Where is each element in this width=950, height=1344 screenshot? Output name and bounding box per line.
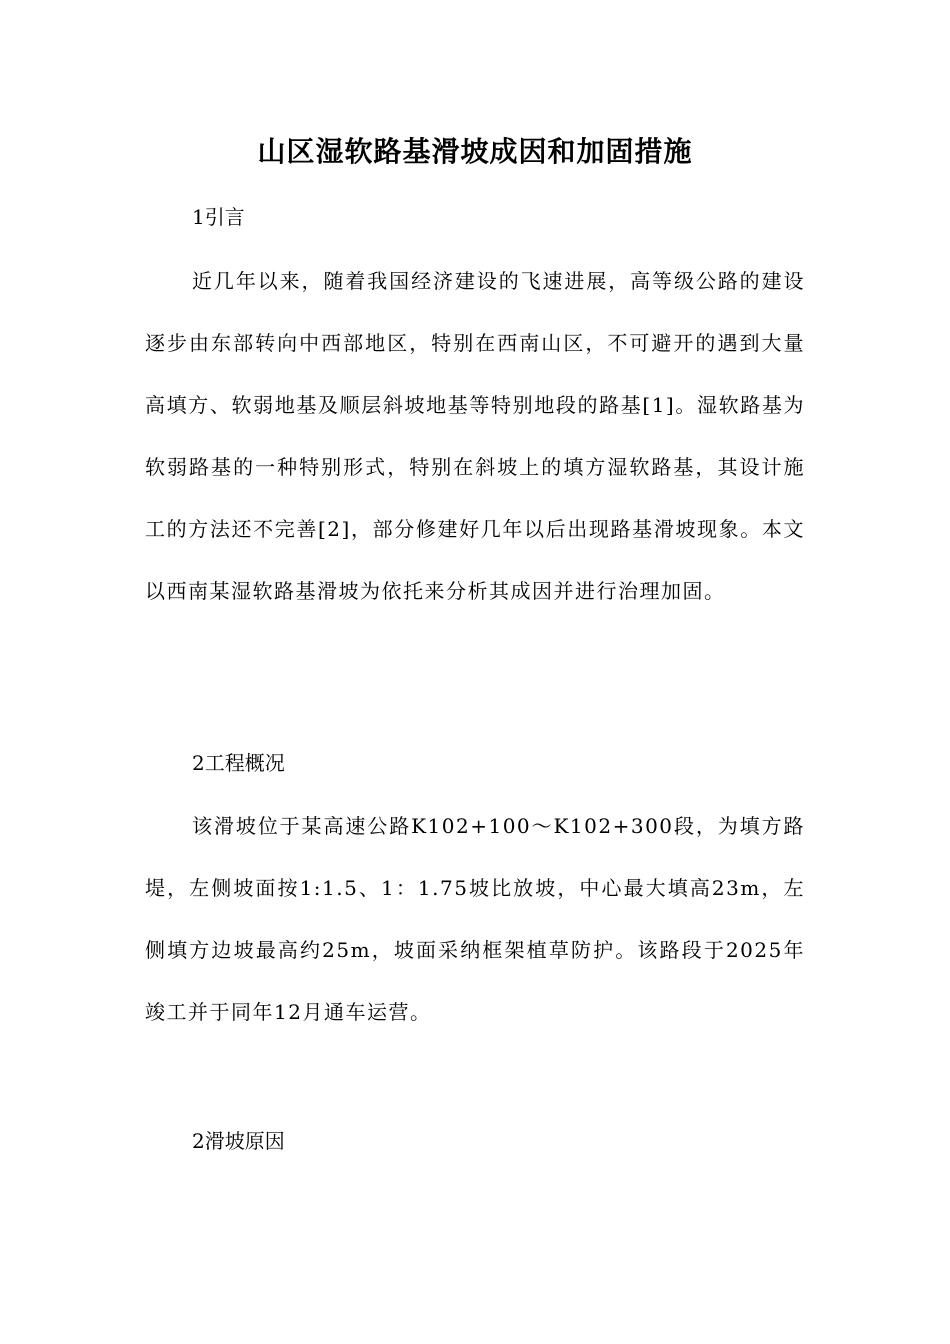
section-heading-introduction: 1引言 xyxy=(192,205,245,229)
document-title: 山区湿软路基滑坡成因和加固措施 xyxy=(257,135,693,168)
section-paragraph-project-overview: 该滑坡位于某高速公路K102+100～K102+300段，为填方路堤，左侧坡面按1:1.5、1：1.75坡比放坡，中心最大填高23m，左侧填方边坡最高约25m，坡面采纳框架植草防护。该路段于2025年竣工并于同年12月通车运营。 xyxy=(145,814,805,1024)
section-heading-landslide-causes: 2滑坡原因 xyxy=(192,1129,285,1153)
section-paragraph-introduction: 近几年以来，随着我国经济建设的飞速进展，高等级公路的建设逐步由东部转向中西部地区，特别在西南山区，不可避开的遇到大量高填方、软弱地基及顺层斜坡地基等特别地段的路基[1]。湿软路基为软弱路基的一种特别形式，特别在斜坡上的填方湿软路基，其设计施工的方法还不完善[2]，部分修建好几年以后出现路基滑坡现象。本文以西南某湿软路基滑坡为依托来分析其成因并进行治理加固。 xyxy=(145,269,805,603)
section-heading-project-overview: 2工程概况 xyxy=(192,751,285,775)
